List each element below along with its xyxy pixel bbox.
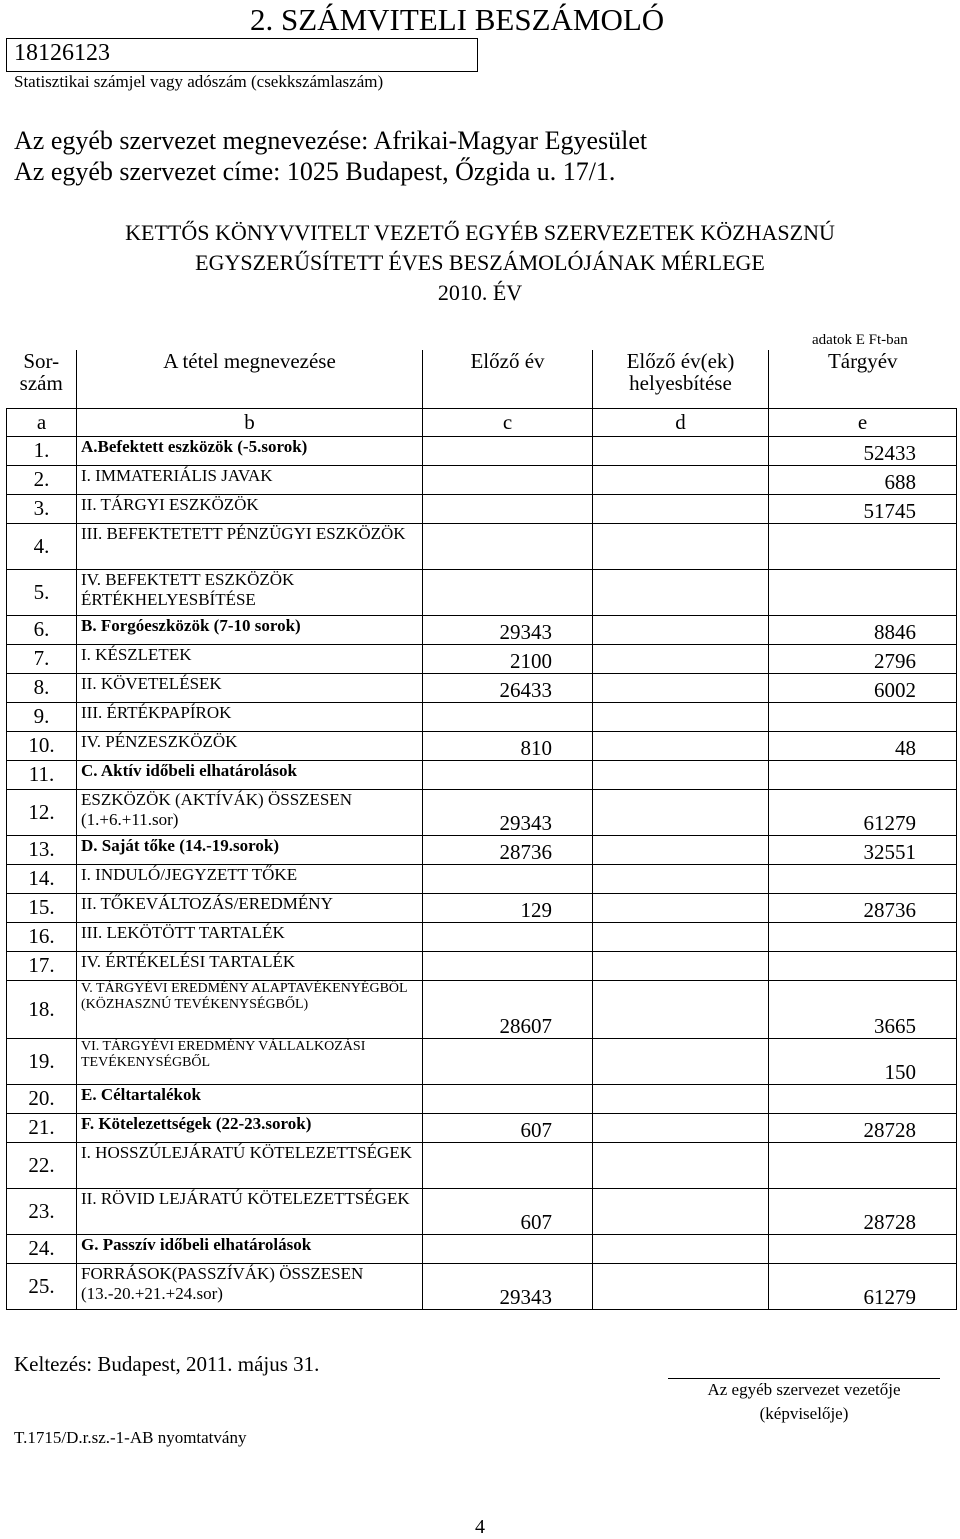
row-value-prev-adjusted (593, 922, 769, 951)
row-name: III. LEKÖTÖTT TARTALÉK (77, 922, 423, 951)
row-value-current (769, 523, 957, 569)
document-title: 2. SZÁMVITELI BESZÁMOLÓ (250, 2, 665, 37)
row-number: 4. (7, 523, 77, 569)
row-name: FORRÁSOK(PASSZÍVÁK) ÖSSZESEN (13.-20.+21.+24.sor) (77, 1263, 423, 1309)
row-value-prev: 28736 (423, 835, 593, 864)
row-value-current: 150 (769, 1038, 957, 1084)
row-value-prev (423, 702, 593, 731)
row-value-prev-adjusted (593, 436, 769, 465)
organization-address: Az egyéb szervezet címe: 1025 Budapest, Őzgida u. 17/1. (14, 157, 616, 186)
table-row (7, 702, 957, 731)
row-value-prev-adjusted (593, 523, 769, 569)
row-number: 19. (7, 1038, 77, 1084)
row-value-current (769, 951, 957, 980)
column-header-prev: Előző év (423, 350, 593, 408)
table-row (7, 731, 957, 760)
row-value-current (769, 569, 957, 615)
unit-note: adatok E Ft-ban (812, 332, 908, 348)
table-row (7, 569, 957, 615)
balance-heading-line-2: EGYSZERŰSÍTETT ÉVES BESZÁMOLÓJÁNAK MÉRLEGE (195, 250, 765, 275)
row-value-current: 28736 (769, 893, 957, 922)
row-value-prev-adjusted (593, 644, 769, 673)
row-name: B. Forgóeszközök (7-10 sorok) (77, 615, 423, 644)
row-value-current: 28728 (769, 1113, 957, 1142)
row-number: 11. (7, 760, 77, 789)
tax-number-label: Statisztikai számjel vagy adószám (csekkszámlaszám) (14, 72, 384, 91)
table-row (7, 615, 957, 644)
row-value-prev (423, 1234, 593, 1263)
table-row (7, 835, 957, 864)
row-value-current (769, 864, 957, 893)
row-value-current (769, 1084, 957, 1113)
row-value-prev (423, 1142, 593, 1188)
row-number: 18. (7, 980, 77, 1038)
row-value-prev-adjusted (593, 789, 769, 835)
row-value-current: 61279 (769, 789, 957, 835)
row-number: 8. (7, 673, 77, 702)
row-value-prev (423, 569, 593, 615)
row-value-prev (423, 922, 593, 951)
row-value-current: 6002 (769, 673, 957, 702)
row-value-prev (423, 864, 593, 893)
row-value-prev: 607 (423, 1113, 593, 1142)
row-name: G. Passzív időbeli elhatárolások (77, 1234, 423, 1263)
signature-label: Az egyéb szervezet vezetője (707, 1380, 901, 1399)
row-number: 9. (7, 702, 77, 731)
row-value-prev-adjusted (593, 1188, 769, 1234)
balance-sheet-table (6, 350, 957, 1310)
row-value-prev-adjusted (593, 465, 769, 494)
row-value-prev-adjusted (593, 731, 769, 760)
row-name: IV. PÉNZESZKÖZÖK (77, 731, 423, 760)
row-value-prev: 28607 (423, 980, 593, 1038)
row-number: 22. (7, 1142, 77, 1188)
row-name: IV. ÉRTÉKELÉSI TARTALÉK (77, 951, 423, 980)
row-value-prev-adjusted (593, 1142, 769, 1188)
table-row (7, 760, 957, 789)
table-row (7, 922, 957, 951)
row-value-current: 52433 (769, 436, 957, 465)
row-value-prev: 29343 (423, 1263, 593, 1309)
row-name: ESZKÖZÖK (AKTÍVÁK) ÖSSZESEN (1.+6.+11.sor) (77, 789, 423, 835)
tax-number: 18126123 (14, 40, 110, 66)
table-row (7, 436, 957, 465)
row-value-current: 48 (769, 731, 957, 760)
row-number: 2. (7, 465, 77, 494)
row-value-current (769, 760, 957, 789)
row-value-prev-adjusted (593, 494, 769, 523)
row-number: 7. (7, 644, 77, 673)
row-value-current: 32551 (769, 835, 957, 864)
row-value-prev (423, 465, 593, 494)
row-value-prev (423, 1084, 593, 1113)
row-value-prev: 29343 (423, 615, 593, 644)
row-value-prev: 26433 (423, 673, 593, 702)
date-line: Keltezés: Budapest, 2011. május 31. (14, 1352, 320, 1376)
row-value-current: 28728 (769, 1188, 957, 1234)
row-number: 13. (7, 835, 77, 864)
row-number: 12. (7, 789, 77, 835)
row-value-current (769, 1234, 957, 1263)
row-number: 3. (7, 494, 77, 523)
row-value-prev-adjusted (593, 673, 769, 702)
table-row (7, 1263, 957, 1309)
row-name: III. ÉRTÉKPAPÍROK (77, 702, 423, 731)
row-name: I. IMMATERIÁLIS JAVAK (77, 465, 423, 494)
table-row (7, 523, 957, 569)
row-name: V. TÁRGYÉVI EREDMÉNY ALAPTAVÉKENYÉGBŐL (KÖZHASZNÚ TEVÉKENYSÉGBŐL) (77, 980, 423, 1038)
table-row (7, 465, 957, 494)
row-value-prev-adjusted (593, 1113, 769, 1142)
row-value-current (769, 1142, 957, 1188)
row-value-prev (423, 951, 593, 980)
row-name: II. RÖVID LEJÁRATÚ KÖTELEZETTSÉGEK (77, 1188, 423, 1234)
row-value-prev-adjusted (593, 835, 769, 864)
row-number: 24. (7, 1234, 77, 1263)
row-name: F. Kötelezettségek (22-23.sorok) (77, 1113, 423, 1142)
column-header-prev-adjusted: Előző év(ek) helyesbítése (593, 350, 769, 408)
column-letter: b (77, 408, 423, 436)
column-letter: e (769, 408, 957, 436)
row-name: C. Aktív időbeli elhatárolások (77, 760, 423, 789)
row-value-prev: 810 (423, 731, 593, 760)
column-header-current: Tárgyév (769, 350, 957, 408)
row-name: I. KÉSZLETEK (77, 644, 423, 673)
row-value-prev-adjusted (593, 1234, 769, 1263)
table-row (7, 1038, 957, 1084)
table-row (7, 1113, 957, 1142)
row-value-prev-adjusted (593, 864, 769, 893)
row-name: III. BEFEKTETETT PÉNZÜGYI ESZKÖZÖK (77, 523, 423, 569)
row-number: 1. (7, 436, 77, 465)
row-name: I. HOSSZÚLEJÁRATÚ KÖTELEZETTSÉGEK (77, 1142, 423, 1188)
column-letter-row (7, 408, 957, 436)
row-name: IV. BEFEKTETT ESZKÖZÖK ÉRTÉKHELYESBÍTÉSE (77, 569, 423, 615)
form-code: T.1715/D.r.sz.-1-AB nyomtatvány (14, 1428, 247, 1447)
row-number: 16. (7, 922, 77, 951)
row-name: II. TÁRGYI ESZKÖZÖK (77, 494, 423, 523)
row-value-prev: 129 (423, 893, 593, 922)
row-value-current (769, 922, 957, 951)
row-value-prev: 607 (423, 1188, 593, 1234)
column-letter: d (593, 408, 769, 436)
column-header-name: A tétel megnevezése (77, 350, 423, 408)
column-letter: c (423, 408, 593, 436)
row-number: 25. (7, 1263, 77, 1309)
row-number: 23. (7, 1188, 77, 1234)
row-name: II. KÖVETELÉSEK (77, 673, 423, 702)
row-value-prev (423, 436, 593, 465)
table-header-row (7, 350, 957, 408)
row-name: A.Befektett eszközök (-5.sorok) (77, 436, 423, 465)
row-name: I. INDULÓ/JEGYZETT TŐKE (77, 864, 423, 893)
row-number: 6. (7, 615, 77, 644)
table-row (7, 864, 957, 893)
row-value-prev: 29343 (423, 789, 593, 835)
row-value-prev-adjusted (593, 1263, 769, 1309)
row-value-prev (423, 760, 593, 789)
table-row (7, 1084, 957, 1113)
table-row (7, 789, 957, 835)
signature-sublabel: (képviselője) (759, 1404, 849, 1423)
balance-heading-line-1: KETTŐS KÖNYVVITELT VEZETŐ EGYÉB SZERVEZETEK KÖZHASZNÚ (125, 220, 835, 245)
row-value-current: 688 (769, 465, 957, 494)
page-number: 4 (475, 1516, 485, 1538)
row-number: 21. (7, 1113, 77, 1142)
row-value-prev (423, 1038, 593, 1084)
table-row (7, 893, 957, 922)
row-number: 5. (7, 569, 77, 615)
row-value-prev-adjusted (593, 702, 769, 731)
row-number: 14. (7, 864, 77, 893)
row-value-prev-adjusted (593, 569, 769, 615)
row-value-current: 2796 (769, 644, 957, 673)
table-row (7, 1234, 957, 1263)
balance-heading-year: 2010. ÉV (437, 280, 523, 305)
row-name: D. Saját tőke (14.-19.sorok) (77, 835, 423, 864)
row-value-current: 8846 (769, 615, 957, 644)
row-value-prev (423, 494, 593, 523)
row-value-current (769, 702, 957, 731)
row-value-current: 51745 (769, 494, 957, 523)
row-number: 15. (7, 893, 77, 922)
row-number: 10. (7, 731, 77, 760)
column-header-sorszam: Sor- szám (7, 350, 77, 408)
row-value-prev (423, 523, 593, 569)
signature-line (668, 1378, 940, 1379)
row-number: 17. (7, 951, 77, 980)
row-value-prev-adjusted (593, 615, 769, 644)
table-row (7, 1142, 957, 1188)
row-name: VI. TÁRGYÉVI EREDMÉNY VÁLLALKOZÁSI TEVÉKENYSÉGBŐL (77, 1038, 423, 1084)
table-row (7, 644, 957, 673)
row-value-current: 3665 (769, 980, 957, 1038)
row-value-prev: 2100 (423, 644, 593, 673)
row-value-prev-adjusted (593, 1084, 769, 1113)
row-value-prev-adjusted (593, 1038, 769, 1084)
row-value-prev-adjusted (593, 760, 769, 789)
table-row (7, 673, 957, 702)
row-number: 20. (7, 1084, 77, 1113)
organization-name: Az egyéb szervezet megnevezése: Afrikai-Magyar Egyesület (14, 126, 648, 155)
table-row (7, 980, 957, 1038)
row-name: E. Céltartalékok (77, 1084, 423, 1113)
row-value-prev-adjusted (593, 951, 769, 980)
row-name: II. TŐKEVÁLTOZÁS/EREDMÉNY (77, 893, 423, 922)
column-letter: a (7, 408, 77, 436)
table-row (7, 494, 957, 523)
table-row (7, 1188, 957, 1234)
row-value-prev-adjusted (593, 980, 769, 1038)
table-row (7, 951, 957, 980)
row-value-prev-adjusted (593, 893, 769, 922)
row-value-current: 61279 (769, 1263, 957, 1309)
